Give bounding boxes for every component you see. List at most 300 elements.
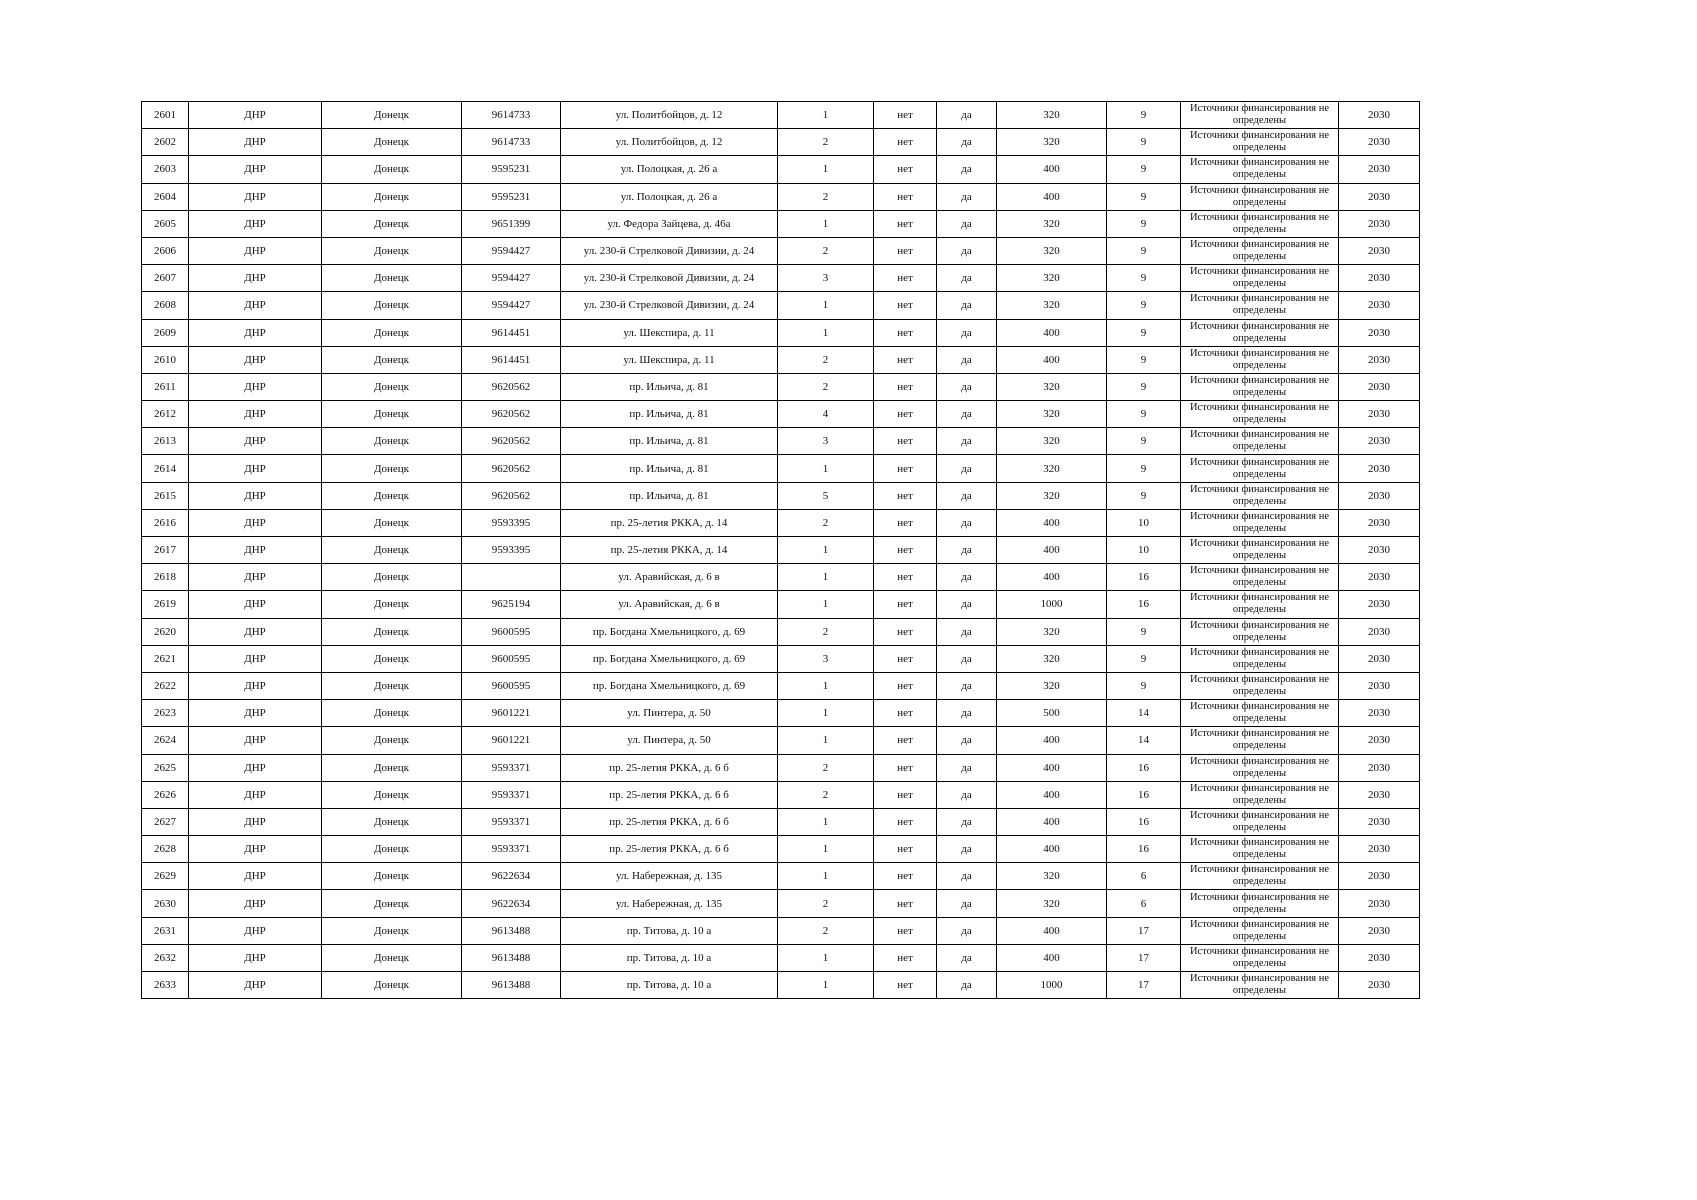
year-cell: 2030	[1339, 373, 1420, 400]
quantity-cell: 2	[778, 890, 874, 917]
quantity-cell: 3	[778, 265, 874, 292]
table-row	[142, 482, 1420, 509]
year-cell: 2030	[1339, 754, 1420, 781]
city-cell: Донецк	[322, 917, 462, 944]
city-cell: Донецк	[322, 727, 462, 754]
power-cell: 320	[997, 129, 1107, 156]
address-cell: пр. 25-летия РККА, д. 6 б	[561, 754, 778, 781]
code-cell: 9593395	[462, 509, 561, 536]
row-number: 2627	[142, 808, 189, 835]
financing-cell: Источники финансирования не определены	[1181, 401, 1339, 428]
code-cell: 9595231	[462, 156, 561, 183]
financing-cell: Источники финансирования не определены	[1181, 890, 1339, 917]
column-8-cell: да	[937, 373, 997, 400]
city-cell: Донецк	[322, 564, 462, 591]
power-cell: 400	[997, 727, 1107, 754]
region-cell: ДНР	[189, 237, 322, 264]
column-10-cell: 9	[1107, 645, 1181, 672]
table-row	[142, 319, 1420, 346]
column-8-cell: да	[937, 537, 997, 564]
quantity-cell: 1	[778, 319, 874, 346]
code-cell: 9651399	[462, 210, 561, 237]
city-cell: Донецк	[322, 944, 462, 971]
region-cell: ДНР	[189, 292, 322, 319]
quantity-cell: 1	[778, 727, 874, 754]
financing-cell: Источники финансирования не определены	[1181, 836, 1339, 863]
table-row	[142, 808, 1420, 835]
column-7-cell: нет	[874, 808, 937, 835]
table-row	[142, 645, 1420, 672]
code-cell	[462, 564, 561, 591]
quantity-cell: 1	[778, 102, 874, 129]
table-row	[142, 944, 1420, 971]
quantity-cell: 1	[778, 292, 874, 319]
financing-cell: Источники финансирования не определены	[1181, 645, 1339, 672]
column-7-cell: нет	[874, 292, 937, 319]
city-cell: Донецк	[322, 836, 462, 863]
city-cell: Донецк	[322, 129, 462, 156]
column-7-cell: нет	[874, 102, 937, 129]
financing-cell: Источники финансирования не определены	[1181, 972, 1339, 999]
column-7-cell: нет	[874, 210, 937, 237]
financing-cell: Источники финансирования не определены	[1181, 102, 1339, 129]
table-row	[142, 591, 1420, 618]
column-10-cell: 17	[1107, 917, 1181, 944]
column-10-cell: 9	[1107, 102, 1181, 129]
code-cell: 9600595	[462, 645, 561, 672]
quantity-cell: 1	[778, 564, 874, 591]
address-cell: ул. Шекспира, д. 11	[561, 346, 778, 373]
column-7-cell: нет	[874, 972, 937, 999]
column-10-cell: 9	[1107, 319, 1181, 346]
address-cell: пр. Ильича, д. 81	[561, 428, 778, 455]
quantity-cell: 2	[778, 237, 874, 264]
power-cell: 1000	[997, 591, 1107, 618]
row-number: 2629	[142, 863, 189, 890]
column-7-cell: нет	[874, 890, 937, 917]
row-number: 2630	[142, 890, 189, 917]
code-cell: 9593371	[462, 808, 561, 835]
address-cell: пр. Богдана Хмельницкого, д. 69	[561, 645, 778, 672]
power-cell: 400	[997, 319, 1107, 346]
column-8-cell: да	[937, 972, 997, 999]
code-cell: 9594427	[462, 237, 561, 264]
region-cell: ДНР	[189, 210, 322, 237]
column-8-cell: да	[937, 237, 997, 264]
row-number: 2601	[142, 102, 189, 129]
quantity-cell: 1	[778, 455, 874, 482]
power-cell: 320	[997, 265, 1107, 292]
column-10-cell: 9	[1107, 265, 1181, 292]
region-cell: ДНР	[189, 129, 322, 156]
region-cell: ДНР	[189, 591, 322, 618]
power-cell: 320	[997, 672, 1107, 699]
table-row	[142, 102, 1420, 129]
city-cell: Донецк	[322, 319, 462, 346]
year-cell: 2030	[1339, 210, 1420, 237]
table-row	[142, 265, 1420, 292]
power-cell: 400	[997, 183, 1107, 210]
table-row	[142, 183, 1420, 210]
quantity-cell: 2	[778, 129, 874, 156]
city-cell: Донецк	[322, 672, 462, 699]
region-cell: ДНР	[189, 373, 322, 400]
year-cell: 2030	[1339, 455, 1420, 482]
column-10-cell: 9	[1107, 183, 1181, 210]
financing-cell: Источники финансирования не определены	[1181, 482, 1339, 509]
quantity-cell: 2	[778, 346, 874, 373]
column-7-cell: нет	[874, 129, 937, 156]
column-7-cell: нет	[874, 401, 937, 428]
code-cell: 9614733	[462, 129, 561, 156]
city-cell: Донецк	[322, 102, 462, 129]
financing-cell: Источники финансирования не определены	[1181, 319, 1339, 346]
column-8-cell: да	[937, 944, 997, 971]
city-cell: Донецк	[322, 591, 462, 618]
column-10-cell: 9	[1107, 237, 1181, 264]
power-cell: 320	[997, 618, 1107, 645]
code-cell: 9613488	[462, 917, 561, 944]
code-cell: 9614733	[462, 102, 561, 129]
year-cell: 2030	[1339, 509, 1420, 536]
quantity-cell: 2	[778, 754, 874, 781]
year-cell: 2030	[1339, 700, 1420, 727]
column-7-cell: нет	[874, 455, 937, 482]
code-cell: 9601221	[462, 700, 561, 727]
year-cell: 2030	[1339, 537, 1420, 564]
address-cell: пр. Титова, д. 10 а	[561, 944, 778, 971]
table-row	[142, 509, 1420, 536]
power-cell: 1000	[997, 972, 1107, 999]
column-7-cell: нет	[874, 672, 937, 699]
column-8-cell: да	[937, 129, 997, 156]
column-8-cell: да	[937, 727, 997, 754]
city-cell: Донецк	[322, 863, 462, 890]
code-cell: 9593395	[462, 537, 561, 564]
city-cell: Донецк	[322, 645, 462, 672]
financing-cell: Источники финансирования не определены	[1181, 672, 1339, 699]
row-number: 2610	[142, 346, 189, 373]
power-cell: 320	[997, 292, 1107, 319]
year-cell: 2030	[1339, 319, 1420, 346]
city-cell: Донецк	[322, 346, 462, 373]
city-cell: Донецк	[322, 482, 462, 509]
column-8-cell: да	[937, 292, 997, 319]
column-7-cell: нет	[874, 618, 937, 645]
year-cell: 2030	[1339, 129, 1420, 156]
column-7-cell: нет	[874, 863, 937, 890]
quantity-cell: 1	[778, 972, 874, 999]
row-number: 2632	[142, 944, 189, 971]
quantity-cell: 4	[778, 401, 874, 428]
column-8-cell: да	[937, 428, 997, 455]
code-cell: 9613488	[462, 972, 561, 999]
address-cell: ул. Федора Зайцева, д. 46а	[561, 210, 778, 237]
address-cell: пр. Ильича, д. 81	[561, 482, 778, 509]
code-cell: 9620562	[462, 455, 561, 482]
table-row	[142, 672, 1420, 699]
financing-cell: Источники финансирования не определены	[1181, 373, 1339, 400]
year-cell: 2030	[1339, 102, 1420, 129]
code-cell: 9595231	[462, 183, 561, 210]
quantity-cell: 2	[778, 183, 874, 210]
financing-cell: Источники финансирования не определены	[1181, 781, 1339, 808]
region-cell: ДНР	[189, 808, 322, 835]
region-cell: ДНР	[189, 917, 322, 944]
column-7-cell: нет	[874, 754, 937, 781]
financing-cell: Источники финансирования не определены	[1181, 808, 1339, 835]
row-number: 2606	[142, 237, 189, 264]
code-cell: 9620562	[462, 401, 561, 428]
column-7-cell: нет	[874, 537, 937, 564]
address-cell: пр. 25-летия РККА, д. 6 б	[561, 808, 778, 835]
city-cell: Донецк	[322, 373, 462, 400]
table-row	[142, 428, 1420, 455]
region-cell: ДНР	[189, 672, 322, 699]
table-row	[142, 129, 1420, 156]
region-cell: ДНР	[189, 781, 322, 808]
region-cell: ДНР	[189, 482, 322, 509]
quantity-cell: 1	[778, 808, 874, 835]
column-8-cell: да	[937, 863, 997, 890]
quantity-cell: 1	[778, 672, 874, 699]
quantity-cell: 1	[778, 210, 874, 237]
financing-cell: Источники финансирования не определены	[1181, 428, 1339, 455]
address-cell: ул. Аравийская, д. 6 в	[561, 591, 778, 618]
region-cell: ДНР	[189, 102, 322, 129]
code-cell: 9593371	[462, 754, 561, 781]
table-row	[142, 618, 1420, 645]
financing-cell: Источники финансирования не определены	[1181, 156, 1339, 183]
quantity-cell: 2	[778, 373, 874, 400]
column-10-cell: 6	[1107, 863, 1181, 890]
table-row	[142, 700, 1420, 727]
column-8-cell: да	[937, 564, 997, 591]
city-cell: Донецк	[322, 401, 462, 428]
power-cell: 320	[997, 645, 1107, 672]
column-8-cell: да	[937, 102, 997, 129]
financing-cell: Источники финансирования не определены	[1181, 129, 1339, 156]
code-cell: 9620562	[462, 373, 561, 400]
address-cell: пр. Ильича, д. 81	[561, 373, 778, 400]
column-8-cell: да	[937, 672, 997, 699]
column-10-cell: 16	[1107, 591, 1181, 618]
code-cell: 9625194	[462, 591, 561, 618]
region-cell: ДНР	[189, 727, 322, 754]
region-cell: ДНР	[189, 156, 322, 183]
column-10-cell: 9	[1107, 428, 1181, 455]
row-number: 2603	[142, 156, 189, 183]
table-row	[142, 346, 1420, 373]
row-number: 2611	[142, 373, 189, 400]
power-cell: 320	[997, 428, 1107, 455]
column-7-cell: нет	[874, 645, 937, 672]
address-cell: пр. Ильича, д. 81	[561, 455, 778, 482]
row-number: 2612	[142, 401, 189, 428]
address-cell: ул. Шекспира, д. 11	[561, 319, 778, 346]
city-cell: Донецк	[322, 618, 462, 645]
column-8-cell: да	[937, 808, 997, 835]
row-number: 2633	[142, 972, 189, 999]
city-cell: Донецк	[322, 808, 462, 835]
table-row	[142, 754, 1420, 781]
address-cell: пр. Богдана Хмельницкого, д. 69	[561, 618, 778, 645]
code-cell: 9614451	[462, 319, 561, 346]
region-cell: ДНР	[189, 428, 322, 455]
city-cell: Донецк	[322, 537, 462, 564]
row-number: 2618	[142, 564, 189, 591]
quantity-cell: 2	[778, 917, 874, 944]
city-cell: Донецк	[322, 156, 462, 183]
power-cell: 320	[997, 237, 1107, 264]
power-cell: 400	[997, 754, 1107, 781]
power-cell: 400	[997, 917, 1107, 944]
year-cell: 2030	[1339, 292, 1420, 319]
power-cell: 400	[997, 156, 1107, 183]
column-10-cell: 17	[1107, 944, 1181, 971]
column-7-cell: нет	[874, 156, 937, 183]
region-cell: ДНР	[189, 754, 322, 781]
region-cell: ДНР	[189, 183, 322, 210]
region-cell: ДНР	[189, 537, 322, 564]
row-number: 2622	[142, 672, 189, 699]
code-cell: 9594427	[462, 265, 561, 292]
column-10-cell: 9	[1107, 401, 1181, 428]
financing-cell: Источники финансирования не определены	[1181, 917, 1339, 944]
power-cell: 400	[997, 781, 1107, 808]
code-cell: 9622634	[462, 890, 561, 917]
city-cell: Донецк	[322, 183, 462, 210]
code-cell: 9593371	[462, 836, 561, 863]
address-cell: пр. Ильича, д. 81	[561, 401, 778, 428]
table-row	[142, 373, 1420, 400]
region-cell: ДНР	[189, 863, 322, 890]
column-7-cell: нет	[874, 346, 937, 373]
year-cell: 2030	[1339, 917, 1420, 944]
power-cell: 320	[997, 401, 1107, 428]
financing-cell: Источники финансирования не определены	[1181, 237, 1339, 264]
quantity-cell: 1	[778, 700, 874, 727]
year-cell: 2030	[1339, 265, 1420, 292]
region-cell: ДНР	[189, 890, 322, 917]
quantity-cell: 1	[778, 591, 874, 618]
column-10-cell: 9	[1107, 373, 1181, 400]
financing-cell: Источники финансирования не определены	[1181, 537, 1339, 564]
region-cell: ДНР	[189, 836, 322, 863]
year-cell: 2030	[1339, 156, 1420, 183]
column-10-cell: 9	[1107, 618, 1181, 645]
quantity-cell: 2	[778, 781, 874, 808]
table-row	[142, 237, 1420, 264]
row-number: 2613	[142, 428, 189, 455]
city-cell: Донецк	[322, 509, 462, 536]
column-10-cell: 14	[1107, 727, 1181, 754]
column-8-cell: да	[937, 591, 997, 618]
region-cell: ДНР	[189, 509, 322, 536]
power-cell: 400	[997, 944, 1107, 971]
city-cell: Донецк	[322, 292, 462, 319]
power-cell: 320	[997, 210, 1107, 237]
column-8-cell: да	[937, 509, 997, 536]
column-10-cell: 14	[1107, 700, 1181, 727]
column-10-cell: 9	[1107, 210, 1181, 237]
address-cell: ул. 230-й Стрелковой Дивизии, д. 24	[561, 237, 778, 264]
table-row	[142, 455, 1420, 482]
address-cell: пр. Титова, д. 10 а	[561, 972, 778, 999]
address-cell: пр. 25-летия РККА, д. 6 б	[561, 781, 778, 808]
power-cell: 500	[997, 700, 1107, 727]
table-row	[142, 890, 1420, 917]
region-cell: ДНР	[189, 972, 322, 999]
row-number: 2628	[142, 836, 189, 863]
year-cell: 2030	[1339, 863, 1420, 890]
year-cell: 2030	[1339, 808, 1420, 835]
region-cell: ДНР	[189, 319, 322, 346]
column-8-cell: да	[937, 700, 997, 727]
column-10-cell: 16	[1107, 781, 1181, 808]
financing-cell: Источники финансирования не определены	[1181, 591, 1339, 618]
table-row	[142, 292, 1420, 319]
financing-cell: Источники финансирования не определены	[1181, 210, 1339, 237]
financing-cell: Источники финансирования не определены	[1181, 346, 1339, 373]
table-row	[142, 401, 1420, 428]
year-cell: 2030	[1339, 836, 1420, 863]
column-8-cell: да	[937, 401, 997, 428]
year-cell: 2030	[1339, 401, 1420, 428]
row-number: 2631	[142, 917, 189, 944]
column-10-cell: 9	[1107, 156, 1181, 183]
year-cell: 2030	[1339, 890, 1420, 917]
column-7-cell: нет	[874, 509, 937, 536]
power-cell: 400	[997, 808, 1107, 835]
row-number: 2623	[142, 700, 189, 727]
city-cell: Донецк	[322, 781, 462, 808]
column-7-cell: нет	[874, 564, 937, 591]
row-number: 2621	[142, 645, 189, 672]
quantity-cell: 1	[778, 944, 874, 971]
year-cell: 2030	[1339, 645, 1420, 672]
year-cell: 2030	[1339, 944, 1420, 971]
code-cell: 9613488	[462, 944, 561, 971]
row-number: 2604	[142, 183, 189, 210]
column-10-cell: 16	[1107, 808, 1181, 835]
address-cell: пр. 25-летия РККА, д. 6 б	[561, 836, 778, 863]
address-cell: пр. Богдана Хмельницкого, д. 69	[561, 672, 778, 699]
address-cell: пр. 25-летия РККА, д. 14	[561, 537, 778, 564]
column-7-cell: нет	[874, 428, 937, 455]
financing-cell: Источники финансирования не определены	[1181, 564, 1339, 591]
address-cell: ул. Пинтера, д. 50	[561, 700, 778, 727]
region-cell: ДНР	[189, 564, 322, 591]
code-cell: 9593371	[462, 781, 561, 808]
column-7-cell: нет	[874, 781, 937, 808]
year-cell: 2030	[1339, 564, 1420, 591]
financing-cell: Источники финансирования не определены	[1181, 292, 1339, 319]
power-cell: 400	[997, 537, 1107, 564]
row-number: 2624	[142, 727, 189, 754]
address-cell: ул. 230-й Стрелковой Дивизии, д. 24	[561, 265, 778, 292]
column-10-cell: 17	[1107, 972, 1181, 999]
address-cell: ул. Аравийская, д. 6 в	[561, 564, 778, 591]
column-10-cell: 16	[1107, 564, 1181, 591]
power-cell: 320	[997, 373, 1107, 400]
region-cell: ДНР	[189, 700, 322, 727]
financing-cell: Источники финансирования не определены	[1181, 754, 1339, 781]
table-row	[142, 781, 1420, 808]
row-number: 2620	[142, 618, 189, 645]
column-7-cell: нет	[874, 591, 937, 618]
power-cell: 320	[997, 890, 1107, 917]
